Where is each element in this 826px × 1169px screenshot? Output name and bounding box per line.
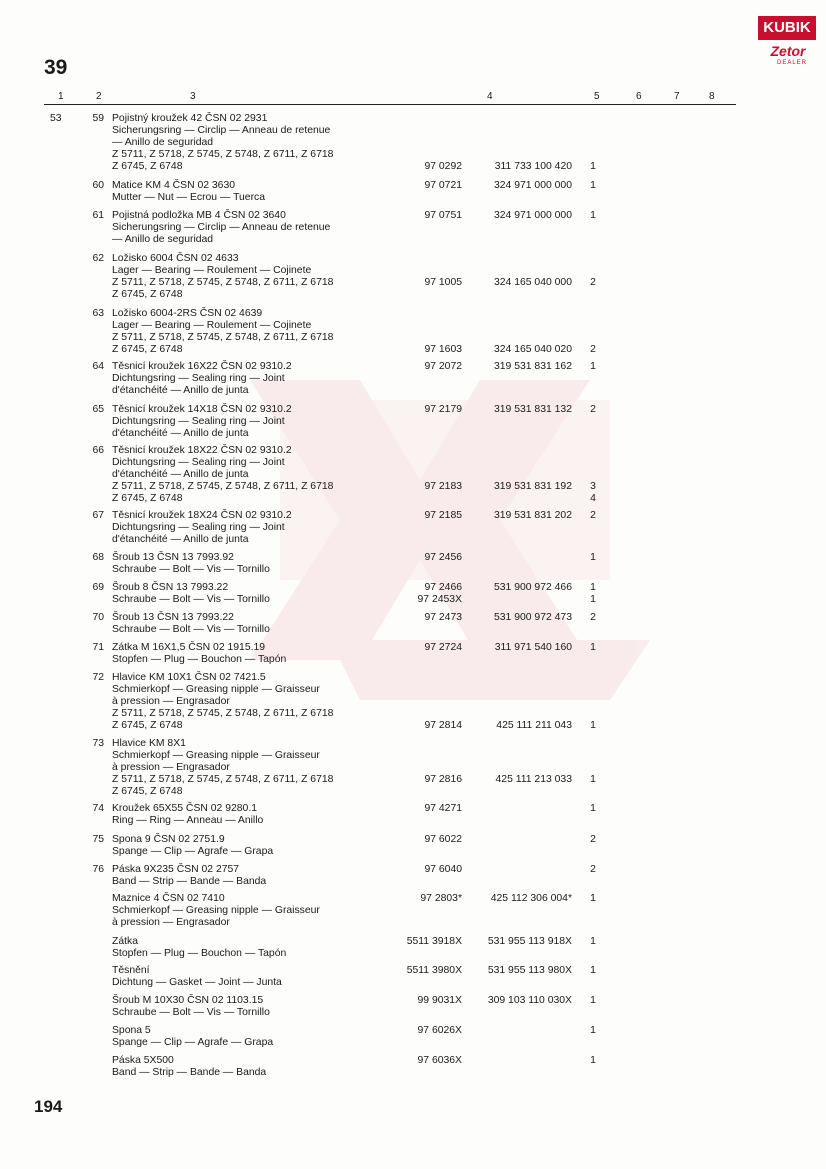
position-number: 73 — [92, 738, 104, 749]
description-line: Ložisko 6004 ČSN 02 4633 — [112, 253, 239, 264]
column-header-8: 8 — [709, 91, 715, 102]
part-description — [112, 995, 402, 1019]
description-line: Z 5711, Z 5718, Z 5745, Z 5748, Z 6711, Z 6718 — [112, 277, 334, 288]
part-number-b: 309 103 110 030X — [487, 995, 572, 1006]
position-number: 76 — [92, 864, 104, 875]
description-line: d'étanchéité — Anillo de junta — [112, 469, 249, 480]
part-description — [112, 361, 402, 397]
description-line: Hlavice KM 8X1 — [112, 738, 186, 749]
part-number-b: 311 733 100 420 — [494, 161, 572, 172]
part-number-b: 324 971 000 000 — [493, 180, 572, 191]
description-line: Z 6745, Z 6748 — [112, 720, 183, 731]
description-line: Schraube — Bolt — Vis — Tornillo — [112, 1007, 270, 1018]
part-number-a: 97 6022 — [424, 834, 462, 845]
position-number: 72 — [92, 672, 104, 683]
description-line: Z 5711, Z 5718, Z 5745, Z 5748, Z 6711, Z 6718 — [112, 332, 334, 343]
description-line: Lager — Bearing — Roulement — Cojinete — [112, 265, 312, 276]
quantity: 1 — [590, 803, 596, 814]
part-number-a: 97 2473 — [424, 612, 462, 623]
quantity: 1 — [590, 1025, 596, 1036]
quantity: 2 — [590, 277, 596, 288]
description-line: Stopfen — Plug — Bouchon — Tapón — [112, 948, 287, 959]
part-number-b: 319 531 831 192 — [493, 481, 572, 492]
description-line: d'étanchéité — Anillo de junta — [112, 428, 249, 439]
part-number-a: 97 2466 — [424, 582, 462, 593]
part-number-a: 97 2179 — [424, 404, 462, 415]
part-number-b: 319 531 831 202 — [493, 510, 572, 521]
quantity: 1 — [590, 582, 596, 593]
description-line: Z 6745, Z 6748 — [112, 493, 183, 504]
quantity: 1 — [590, 552, 596, 563]
part-number-b: 324 165 040 020 — [493, 344, 572, 355]
position-number: 64 — [92, 361, 104, 372]
part-description — [112, 552, 402, 576]
part-number-a: 97 6036X — [417, 1055, 462, 1066]
part-description — [112, 404, 402, 440]
description-line: Páska 5X500 — [112, 1055, 174, 1066]
kubik-zetor-logo — [758, 16, 816, 68]
description-line: Spona 5 — [112, 1025, 151, 1036]
description-line: Dichtungsring — Sealing ring — Joint — [112, 416, 285, 427]
position-number: 59 — [92, 113, 104, 124]
part-number-a: 97 2814 — [424, 720, 462, 731]
part-description — [112, 180, 402, 204]
quantity: 1 — [590, 161, 596, 172]
part-number-a: 97 2803* — [420, 893, 462, 904]
description-line: Matice KM 4 ČSN 02 3630 — [112, 180, 236, 191]
description-line: Spange — Clip — Agrafe — Grapa — [112, 1037, 274, 1048]
part-description — [112, 1055, 402, 1079]
description-line: Spona 9 ČSN 02 2751.9 — [112, 834, 225, 845]
description-line: Z 5711, Z 5718, Z 5745, Z 5748, Z 6711, Z 6718 — [112, 149, 334, 160]
column-header-3: 3 — [190, 91, 196, 102]
description-line: Maznice 4 ČSN 02 7410 — [112, 893, 225, 904]
part-description — [112, 803, 402, 827]
part-number-b: 425 111 213 033 — [495, 774, 572, 785]
part-number-a: 5511 3918X — [406, 936, 462, 947]
part-number-b: 324 971 000 000 — [493, 210, 572, 221]
description-line: Spange — Clip — Agrafe — Grapa — [112, 846, 274, 857]
position-number: 74 — [92, 803, 104, 814]
part-number-b: 425 111 211 043 — [496, 720, 572, 731]
part-description — [112, 510, 402, 546]
part-description — [112, 834, 402, 858]
description-line: Z 5711, Z 5718, Z 5745, Z 5748, Z 6711, Z 6718 — [112, 774, 334, 785]
description-line: Schraube — Bolt — Vis — Tornillo — [112, 624, 270, 635]
description-line: Šroub 13 ČSN 13 7993.92 — [112, 552, 234, 563]
description-line: Z 5711, Z 5718, Z 5745, Z 5748, Z 6711, Z 6718 — [112, 481, 334, 492]
quantity-alt: 1 — [590, 594, 596, 605]
position-number: 65 — [92, 404, 104, 415]
section-number: 39 — [44, 56, 68, 79]
description-line: Šroub 13 ČSN 13 7993.22 — [112, 612, 234, 623]
part-number-b: 531 955 113 980X — [487, 965, 572, 976]
part-description — [112, 1025, 402, 1049]
description-line: Zátka — [112, 936, 138, 947]
quantity: 1 — [590, 642, 596, 653]
part-number-a: 97 6026X — [417, 1025, 462, 1036]
part-number-b: 319 531 831 132 — [493, 404, 572, 415]
part-description — [112, 253, 402, 301]
description-line: Šroub 8 ČSN 13 7993.22 — [112, 582, 229, 593]
part-description — [112, 642, 402, 666]
description-line: Těsnění — [112, 965, 150, 976]
quantity: 1 — [590, 210, 596, 221]
part-number-a: 97 2816 — [424, 774, 462, 785]
description-line: Schraube — Bolt — Vis — Tornillo — [112, 564, 270, 575]
position-number: 63 — [92, 308, 104, 319]
quantity: 1 — [590, 893, 596, 904]
description-line: Lager — Bearing — Roulement — Cojinete — [112, 320, 312, 331]
part-description — [112, 965, 402, 989]
part-number-a: 97 0751 — [424, 210, 462, 221]
part-number-a: 97 2185 — [424, 510, 462, 521]
description-line: d'étanchéité — Anillo de junta — [112, 385, 249, 396]
description-line: d'étanchéité — Anillo de junta — [112, 534, 249, 545]
quantity: 2 — [590, 612, 596, 623]
part-description — [112, 308, 402, 356]
part-number-a: 97 2183 — [424, 481, 462, 492]
part-description — [112, 445, 402, 505]
part-description — [112, 210, 402, 246]
part-number-b: 425 112 306 004* — [490, 893, 572, 904]
part-number-alt: 97 2453X — [417, 594, 462, 605]
quantity: 1 — [590, 936, 596, 947]
description-line: Band — Strip — Bande — Banda — [112, 1067, 267, 1078]
description-line: Pojistný kroužek 42 ČSN 02 2931 — [112, 113, 268, 124]
position-number: 67 — [92, 510, 104, 521]
quantity: 2 — [590, 864, 596, 875]
description-line: — Anillo de seguridad — [112, 137, 214, 148]
part-number-a: 97 6040 — [424, 864, 462, 875]
position-number: 61 — [92, 210, 104, 221]
column-header-6: 6 — [636, 91, 642, 102]
quantity: 3 — [590, 481, 596, 492]
quantity: 2 — [590, 510, 596, 521]
page-number: 194 — [34, 1097, 63, 1116]
quantity: 2 — [590, 834, 596, 845]
description-line: Těsnicí kroužek 14X18 ČSN 02 9310.2 — [112, 404, 292, 415]
position-number: 75 — [92, 834, 104, 845]
description-line: Z 6745, Z 6748 — [112, 344, 183, 355]
part-number-b: 324 165 040 000 — [493, 277, 572, 288]
quantity: 1 — [590, 1055, 596, 1066]
description-line: Mutter — Nut — Ecrou — Tuerca — [112, 192, 266, 203]
part-number-a: 97 2724 — [424, 642, 462, 653]
quantity: 1 — [590, 180, 596, 191]
description-line: à pression — Engrasador — [112, 696, 230, 707]
position-number: 71 — [92, 642, 104, 653]
column-header-1: 1 — [58, 91, 64, 102]
part-number-a: 97 1005 — [424, 277, 462, 288]
part-number-a: 99 9031X — [417, 995, 462, 1006]
description-line: Schmierkopf — Greasing nipple — Graisseur — [112, 684, 320, 695]
description-line: Z 6745, Z 6748 — [112, 786, 183, 797]
quantity: 1 — [590, 995, 596, 1006]
description-line: Dichtungsring — Sealing ring — Joint — [112, 457, 285, 468]
part-number-a: 5511 3980X — [406, 965, 462, 976]
description-line: Těsnicí kroužek 18X24 ČSN 02 9310.2 — [112, 510, 292, 521]
col1-ref: 53 — [50, 113, 62, 124]
quantity: 1 — [590, 361, 596, 372]
position-number: 69 — [92, 582, 104, 593]
part-number-b: 319 531 831 162 — [493, 361, 572, 372]
description-line: Band — Strip — Bande — Banda — [112, 876, 267, 887]
description-line: Z 6745, Z 6748 — [112, 289, 183, 300]
description-line: à pression — Engrasador — [112, 917, 230, 928]
column-header-2: 2 — [96, 91, 102, 102]
part-number-b: 531 900 972 466 — [493, 582, 572, 593]
part-number-a: 97 2456 — [424, 552, 462, 563]
position-number: 70 — [92, 612, 104, 623]
logo-zetor-text: Zetor — [770, 43, 806, 59]
description-line: Dichtungsring — Sealing ring — Joint — [112, 373, 285, 384]
description-line: Z 6745, Z 6748 — [112, 161, 183, 172]
part-description — [112, 936, 402, 960]
part-number-b: 311 971 540 160 — [494, 642, 572, 653]
description-line: Dichtung — Gasket — Joint — Junta — [112, 977, 282, 988]
description-line: Páska 9X235 ČSN 02 2757 — [112, 864, 240, 875]
part-description — [112, 612, 402, 636]
description-line: Schmierkopf — Greasing nipple — Graisseur — [112, 905, 320, 916]
description-line: Těsnicí kroužek 18X22 ČSN 02 9310.2 — [112, 445, 292, 456]
header-rule — [44, 104, 736, 105]
description-line: Dichtungsring — Sealing ring — Joint — [112, 522, 285, 533]
quantity: 1 — [590, 965, 596, 976]
quantity: 1 — [590, 774, 596, 785]
logo-dealer-text: DEALER — [776, 60, 807, 66]
part-number-a: 97 0721 — [424, 180, 462, 191]
part-number-a: 97 2072 — [424, 361, 462, 372]
position-number: 68 — [92, 552, 104, 563]
description-line: Z 5711, Z 5718, Z 5745, Z 5748, Z 6711, Z 6718 — [112, 708, 334, 719]
column-header-7: 7 — [674, 91, 680, 102]
position-number: 60 — [92, 180, 104, 191]
quantity: 1 — [590, 720, 596, 731]
logo-kubik-text: KUBIK — [758, 16, 816, 40]
description-line: Ložisko 6004-2RS ČSN 02 4639 — [112, 308, 263, 319]
column-header-4: 4 — [487, 91, 493, 102]
part-number-b: 531 900 972 473 — [493, 612, 572, 623]
description-line: Těsnicí kroužek 16X22 ČSN 02 9310.2 — [112, 361, 292, 372]
description-line: Pojistná podložka MB 4 ČSN 02 3640 — [112, 210, 286, 221]
part-description — [112, 864, 402, 888]
description-line: Schmierkopf — Greasing nipple — Graisseur — [112, 750, 320, 761]
description-line: Ring — Ring — Anneau — Anillo — [112, 815, 264, 826]
quantity: 2 — [590, 344, 596, 355]
description-line: Zátka M 16X1,5 ČSN 02 1915.19 — [112, 642, 266, 653]
part-number-a: 97 1603 — [424, 344, 462, 355]
part-number-a: 97 4271 — [424, 803, 462, 814]
description-line: Šroub M 10X30 ČSN 02 1103.15 — [112, 995, 264, 1006]
part-description — [112, 738, 402, 798]
description-line: Hlavice KM 10X1 ČSN 02 7421.5 — [112, 672, 266, 683]
part-number-a: 97 0292 — [424, 161, 462, 172]
position-number: 66 — [92, 445, 104, 456]
part-description — [112, 582, 402, 606]
column-header-5: 5 — [594, 91, 600, 102]
part-number-b: 531 955 113 918X — [487, 936, 572, 947]
description-line: Kroužek 65X55 ČSN 02 9280.1 — [112, 803, 257, 814]
quantity: 2 — [590, 404, 596, 415]
part-description — [112, 113, 402, 173]
position-number: 62 — [92, 253, 104, 264]
part-description — [112, 893, 402, 929]
quantity-alt: 4 — [590, 493, 596, 504]
description-line: — Anillo de seguridad — [112, 234, 214, 245]
part-description — [112, 672, 402, 732]
description-line: Stopfen — Plug — Bouchon — Tapón — [112, 654, 287, 665]
description-line: Sicherungsring — Circlip — Anneau de retenue — [112, 125, 331, 136]
description-line: Sicherungsring — Circlip — Anneau de retenue — [112, 222, 331, 233]
description-line: à pression — Engrasador — [112, 762, 230, 773]
description-line: Schraube — Bolt — Vis — Tornillo — [112, 594, 270, 605]
